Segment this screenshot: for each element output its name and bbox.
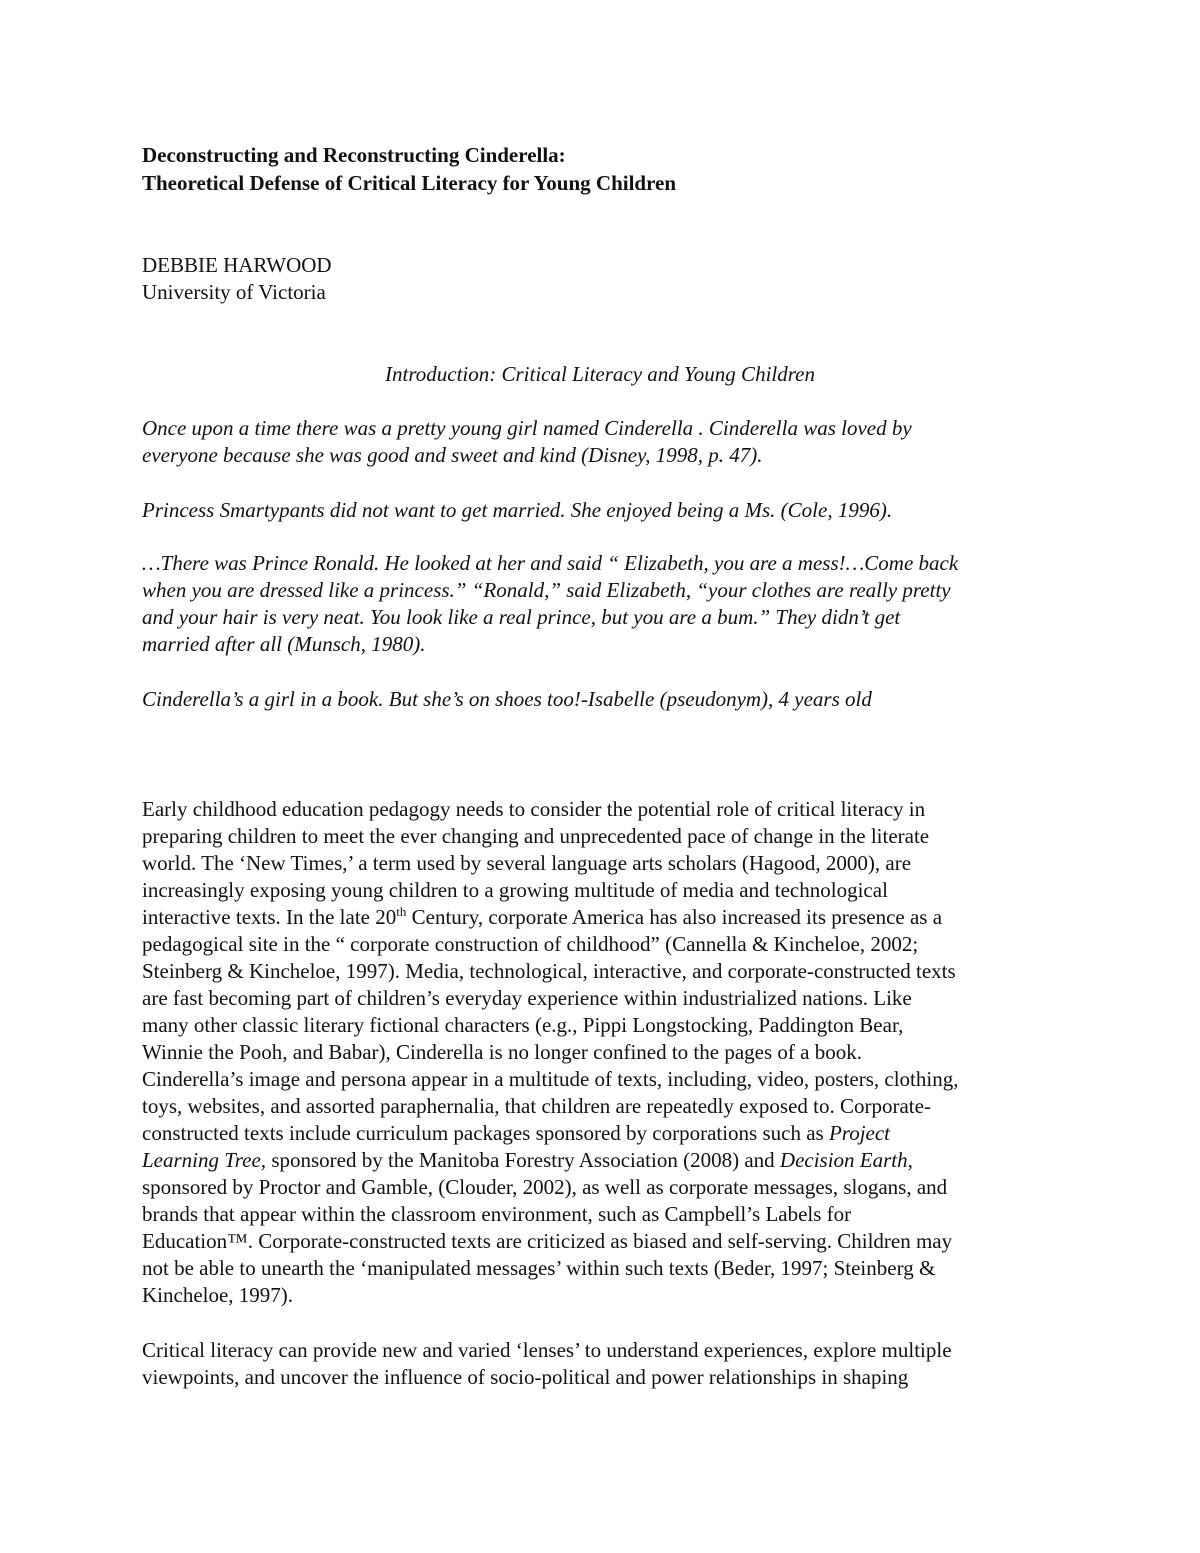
title-line-2: Theoretical Defense of Critical Literacy for Young Children: [142, 171, 677, 195]
epigraph-2-line: Princess Smartypants did not want to get married. She enjoyed being a Ms. (Cole, 1996).: [142, 498, 893, 522]
text-span: interactive texts. In the late 20: [142, 905, 397, 929]
paragraph-line: toys, websites, and assorted paraphernalia, that children are repeatedly exposed to. Corporate-: [142, 1094, 931, 1118]
paragraph-line: Early childhood education pedagogy needs to consider the potential role of critical literacy in: [142, 797, 926, 821]
epigraph-3-line: and your hair is very neat. You look like a real prince, but you are a bum.” They didn’t get: [142, 605, 901, 629]
author-name: DEBBIE HARWOOD: [142, 253, 332, 277]
paragraph-line: increasingly exposing young children to a growing multitude of media and technological: [142, 878, 888, 902]
paragraph-line: [142, 1120, 890, 1146]
italic-title: Learning Tree,: [142, 1148, 267, 1172]
paragraph-line: Critical literacy can provide new and varied ‘lenses’ to understand experiences, explore multiple: [142, 1338, 952, 1362]
paragraph-line: Education™. Corporate-constructed texts are criticized as biased and self-serving. Children may: [142, 1229, 953, 1253]
paragraph-line: viewpoints, and uncover the influence of socio-political and power relationships in shaping: [142, 1365, 909, 1389]
epigraph-1-line: everyone because she was good and sweet and kind (Disney, 1998, p. 47).: [142, 443, 763, 467]
epigraph-1-line: Once upon a time there was a pretty young girl named Cinderella . Cinderella was loved by: [142, 416, 912, 440]
paragraph-line: pedagogical site in the “ corporate construction of childhood” (Cannella & Kincheloe, 2002;: [142, 932, 919, 956]
paragraph-line: world. The ‘New Times,’ a term used by several language arts scholars (Hagood, 2000), are: [142, 851, 912, 875]
paragraph-line: brands that appear within the classroom environment, such as Campbell’s Labels for: [142, 1202, 852, 1226]
epigraph-3-line: when you are dressed like a princess.” “Ronald,” said Elizabeth, “your clothes are really pretty: [142, 578, 951, 602]
paragraph-line: not be able to unearth the ‘manipulated messages’ within such texts (Beder, 1997; Steinberg &: [142, 1256, 936, 1280]
text-span: sponsored by the Manitoba Forestry Association (2008) and: [266, 1148, 780, 1172]
paragraph-line: sponsored by Proctor and Gamble, (Clouder, 2002), as well as corporate messages, slogans, and: [142, 1175, 948, 1199]
author-affiliation: University of Victoria: [142, 280, 326, 304]
epigraph-3-line: married after all (Munsch, 1980).: [142, 632, 426, 656]
paragraph-line: preparing children to meet the ever changing and unprecedented pace of change in the literate: [142, 824, 930, 848]
text-span: constructed texts include curriculum packages sponsored by corporations such as: [142, 1121, 829, 1145]
text-span: Century, corporate America has also increased its presence as a: [406, 905, 943, 929]
epigraph-3-line: …There was Prince Ronald. He looked at her and said “ Elizabeth, you are a mess!…Come back: [142, 551, 959, 575]
superscript: th: [396, 904, 407, 919]
paragraph-line: Cinderella’s image and persona appear in a multitude of texts, including, video, posters, clothing,: [142, 1067, 959, 1091]
title-line-1: Deconstructing and Reconstructing Cinderella:: [142, 143, 566, 167]
paragraph-line: [142, 904, 942, 930]
paragraph-line: [142, 1147, 913, 1173]
italic-title: Project: [828, 1121, 891, 1145]
paragraph-line: Kincheloe, 1997).: [142, 1283, 294, 1307]
paragraph-line: many other classic literary fictional characters (e.g., Pippi Longstocking, Paddington Bear,: [142, 1013, 904, 1037]
paragraph-line: Winnie the Pooh, and Babar), Cinderella is no longer confined to the pages of a book.: [142, 1040, 862, 1064]
epigraph-4-line: Cinderella’s a girl in a book. But she’s on shoes too!-Isabelle (pseudonym), 4 years old: [142, 687, 872, 711]
paragraph-line: are fast becoming part of children’s everyday experience within industrialized nations. Like: [142, 986, 912, 1010]
italic-title: Decision Earth,: [779, 1148, 913, 1172]
paragraph-line: Steinberg & Kincheloe, 1997). Media, technological, interactive, and corporate-constructed texts: [142, 959, 956, 983]
section-heading: Introduction: Critical Literacy and Young Children: [385, 362, 815, 386]
